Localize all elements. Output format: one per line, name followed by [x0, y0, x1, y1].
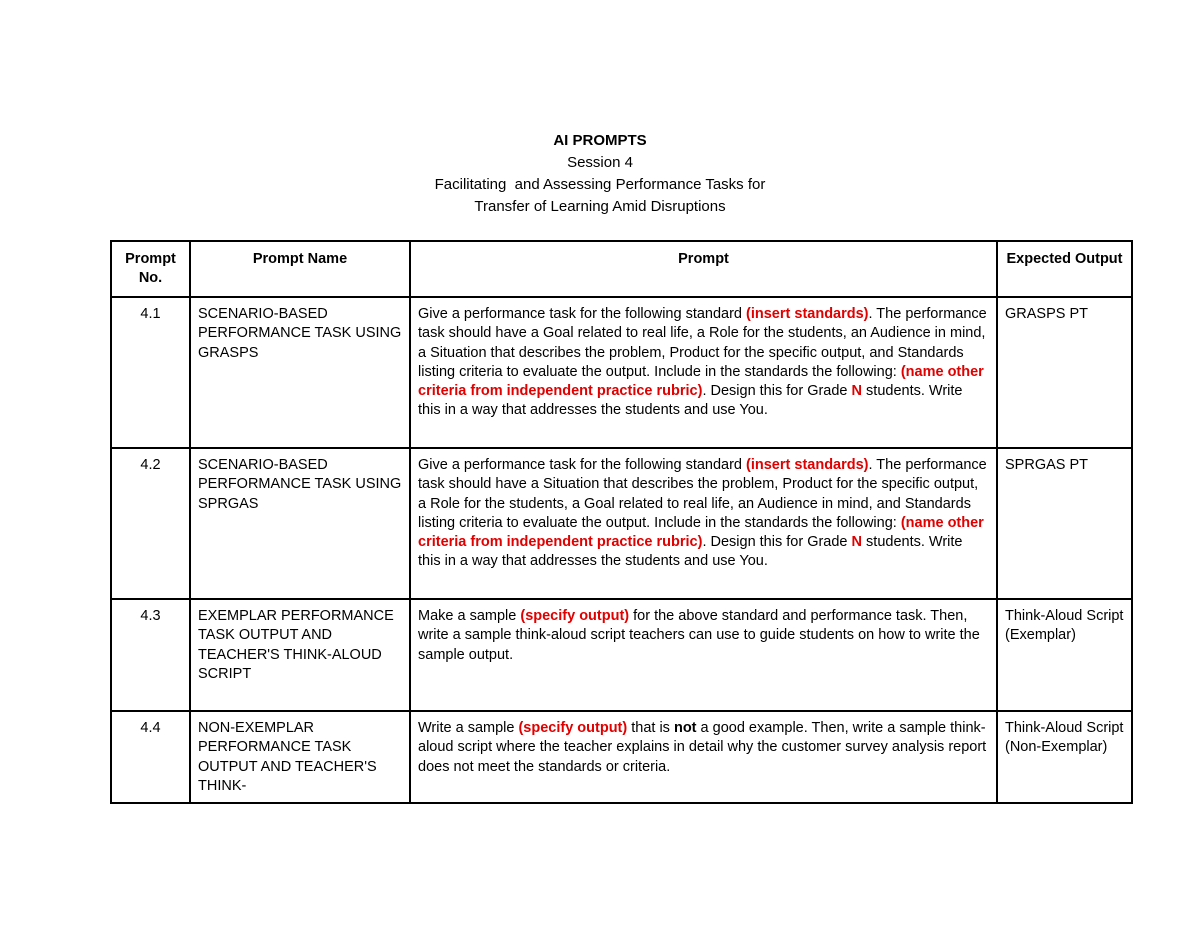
table-row: [111, 599, 1132, 711]
emphasis-not: not: [673, 720, 697, 736]
prompt-text: [410, 448, 997, 599]
expected-output: SPRGAS PT: [997, 448, 1132, 599]
prompt-text-part: . The performance task should have a Goal related to real life, a Role for the students, an Audience in mind, a Situation that describes the problem, Product for the specific output, and Standards listing criteria to evaluate the output. Include in the standards the following:: [418, 306, 987, 380]
subtitle-line-1: Facilitating and Assessing Performance Tasks for: [434, 176, 766, 193]
expected-output: Think-Aloud Script (Exemplar): [997, 599, 1132, 711]
header-prompt-name: Prompt Name: [190, 241, 410, 297]
prompt-name: EXEMPLAR PERFORMANCE TASK OUTPUT AND TEACHER'S THINK-ALOUD SCRIPT: [190, 599, 410, 711]
subtitle-line-2: Transfer of Learning Amid Disruptions: [474, 198, 726, 215]
placeholder-grade: N: [851, 383, 863, 400]
prompt-text-part: that is: [627, 720, 674, 736]
header-expected-output: Expected Output: [997, 241, 1132, 297]
table-row: [111, 448, 1132, 599]
placeholder-specify-output: (specify output): [520, 608, 630, 624]
prompt-text-part: . Design this for Grade: [702, 534, 852, 551]
prompt-name: SCENARIO-BASED PERFORMANCE TASK USING SPRGAS: [190, 448, 410, 599]
prompt-name: NON-EXEMPLAR PERFORMANCE TASK OUTPUT AND TEACHER'S THINK-: [190, 711, 410, 803]
prompt-text-part: Give a performance task for the following standard: [418, 457, 747, 473]
prompt-no: 4.1: [111, 297, 190, 448]
placeholder-grade: N: [851, 534, 863, 551]
expected-output: Think-Aloud Script (Non-Exemplar): [997, 711, 1132, 803]
prompt-text: [410, 711, 997, 803]
placeholder-insert-standards: (insert standards): [746, 457, 869, 473]
prompt-no: 4.2: [111, 448, 190, 599]
prompt-no: 4.4: [111, 711, 190, 803]
placeholder-specify-output: (specify output): [518, 720, 628, 736]
session-label: Session 4: [567, 154, 633, 171]
prompt-text-part: Give a performance task for the following standard: [418, 306, 747, 322]
prompts-table: [110, 240, 1133, 804]
expected-output: GRASPS PT: [997, 297, 1132, 448]
header-prompt-no: Prompt No.: [111, 241, 190, 297]
header-prompt: Prompt: [410, 241, 997, 297]
table-row: [111, 297, 1132, 448]
placeholder-criteria: (name other criteria from independent practice rubric): [418, 363, 984, 400]
placeholder-insert-standards: (insert standards): [746, 306, 869, 322]
table-row: [111, 711, 1132, 803]
prompt-text-part: . The performance task should have a Situation that describes the problem, Product for the specific output, a Role for the students, a Goal related to real life, an Audience in mind, and Standards listing criteria to evaluate the output. Include in the standards the following:: [418, 457, 987, 531]
prompt-text: [410, 297, 997, 448]
prompt-text: [410, 599, 997, 711]
table-header-row: [111, 241, 1132, 297]
prompt-text-part: for the above standard and performance task. Then, write a sample think-aloud script teachers can use to guide students on how to write the sample output.: [418, 608, 980, 663]
prompt-text-part: Write a sample: [418, 720, 519, 736]
prompt-text-part: students. Write this in a way that addresses the students and use You.: [418, 534, 963, 570]
document-title: AI PROMPTS: [553, 132, 647, 149]
prompt-text-part: students. Write this in a way that addresses the students and use You.: [418, 383, 963, 419]
placeholder-criteria: (name other criteria from independent practice rubric): [418, 514, 984, 551]
prompt-no: 4.3: [111, 599, 190, 711]
prompt-name: SCENARIO-BASED PERFORMANCE TASK USING GRASPS: [190, 297, 410, 448]
prompt-text-part: Make a sample: [418, 608, 521, 624]
document-header: [0, 130, 1200, 218]
prompt-text-part: . Design this for Grade: [702, 383, 852, 400]
prompt-text-part: a good example. Then, write a sample think-aloud script where the teacher explains in detail why the customer survey analysis report does not meet the standards or criteria.: [418, 720, 987, 775]
